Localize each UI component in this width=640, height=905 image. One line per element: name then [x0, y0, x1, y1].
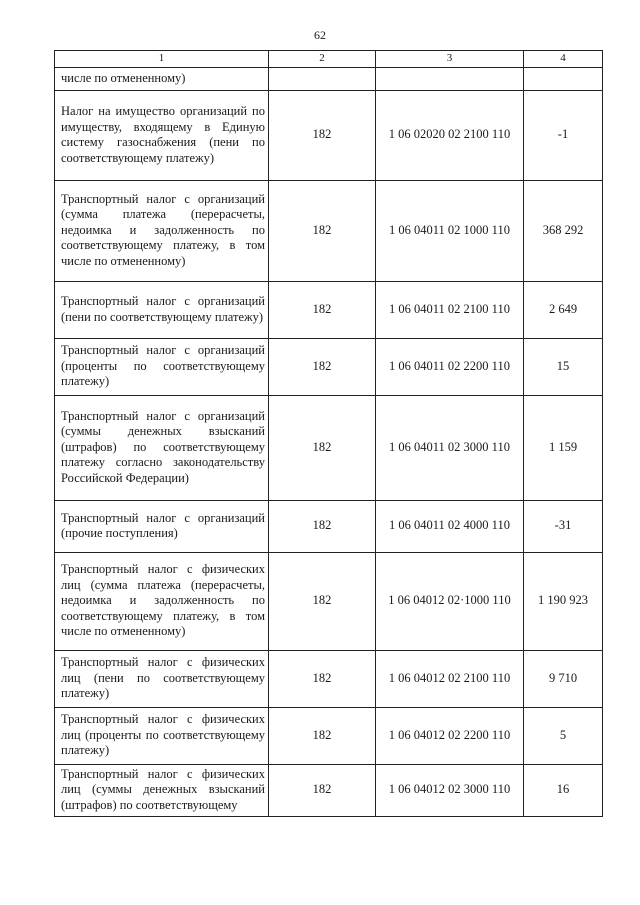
- row-budget-code: 1 06 04012 02 2100 110: [376, 650, 524, 707]
- row-amount: 15: [524, 338, 603, 395]
- row-name: Транспортный налог с организаций (сумма платежа (перерасчеты, недоимка и задолженность по соответствующему платежу, в том числе по отмененному): [55, 180, 269, 281]
- row-amount: 1 159: [524, 395, 603, 500]
- header-col-4: 4: [524, 51, 603, 68]
- row-budget-code: 1 06 04011 02 2100 110: [376, 281, 524, 338]
- row-name: Налог на имущество организаций по имуществу, входящему в Единую систему газоснабжения (пени по соответствующему платежу): [55, 90, 269, 180]
- row-name: Транспортный налог с организаций (пени по соответствующему платежу): [55, 281, 269, 338]
- row-amount: [524, 67, 603, 90]
- table-row: [55, 281, 603, 338]
- row-admin-code: 182: [269, 180, 376, 281]
- row-admin-code: 182: [269, 552, 376, 650]
- header-row: [55, 51, 603, 68]
- row-amount: 2 649: [524, 281, 603, 338]
- row-budget-code: 1 06 04012 02 3000 110: [376, 764, 524, 816]
- row-budget-code: 1 06 04012 02 2200 110: [376, 707, 524, 764]
- row-admin-code: 182: [269, 281, 376, 338]
- row-budget-code: 1 06 04011 02 1000 110: [376, 180, 524, 281]
- row-name: числе по отмененному): [55, 67, 269, 90]
- header-col-3: 3: [376, 51, 524, 68]
- table-row: [55, 338, 603, 395]
- table-row: [55, 552, 603, 650]
- row-name: Транспортный налог с организаций (проценты по соответствующему платежу): [55, 338, 269, 395]
- table-row: [55, 764, 603, 816]
- header-col-2: 2: [269, 51, 376, 68]
- table-row: [55, 707, 603, 764]
- row-admin-code: 182: [269, 707, 376, 764]
- row-amount: -31: [524, 500, 603, 552]
- table-row: [55, 650, 603, 707]
- page-number: 62: [314, 28, 326, 42]
- row-name: Транспортный налог с физических лиц (пени по соответствующему платежу): [55, 650, 269, 707]
- row-admin-code: [269, 67, 376, 90]
- revenue-table: [54, 50, 603, 817]
- row-admin-code: 182: [269, 650, 376, 707]
- row-amount: -1: [524, 90, 603, 180]
- row-name: Транспортный налог с организаций (прочие поступления): [55, 500, 269, 552]
- row-budget-code: 1 06 04011 02 3000 110: [376, 395, 524, 500]
- table-row: [55, 180, 603, 281]
- row-amount: 5: [524, 707, 603, 764]
- row-amount: 9 710: [524, 650, 603, 707]
- row-budget-code: 1 06 04011 02 2200 110: [376, 338, 524, 395]
- table-row: [55, 90, 603, 180]
- row-admin-code: 182: [269, 764, 376, 816]
- row-name: Транспортный налог с физических лиц (проценты по соответствующему платежу): [55, 707, 269, 764]
- row-admin-code: 182: [269, 338, 376, 395]
- row-name: Транспортный налог с физических лиц (сумма платежа (перерасчеты, недоимка и задолженность по соответствующему платежу, в том числе по отмененному): [55, 552, 269, 650]
- row-amount: 368 292: [524, 180, 603, 281]
- row-budget-code: [376, 67, 524, 90]
- row-admin-code: 182: [269, 90, 376, 180]
- row-admin-code: 182: [269, 500, 376, 552]
- row-budget-code: 1 06 04011 02 4000 110: [376, 500, 524, 552]
- row-budget-code: 1 06 02020 02 2100 110: [376, 90, 524, 180]
- row-name: Транспортный налог с физических лиц (суммы денежных взысканий (штрафов) по соответствующему: [55, 764, 269, 816]
- table-row: [55, 67, 603, 90]
- header-col-1: 1: [55, 51, 269, 68]
- row-amount: 1 190 923: [524, 552, 603, 650]
- row-name: Транспортный налог с организаций (суммы денежных взысканий (штрафов) по соответствующему платежу согласно законодательству Российской Федерации): [55, 395, 269, 500]
- row-admin-code: 182: [269, 395, 376, 500]
- row-budget-code: 1 06 04012 02·1000 110: [376, 552, 524, 650]
- row-amount: 16: [524, 764, 603, 816]
- table-row: [55, 500, 603, 552]
- table-row: [55, 395, 603, 500]
